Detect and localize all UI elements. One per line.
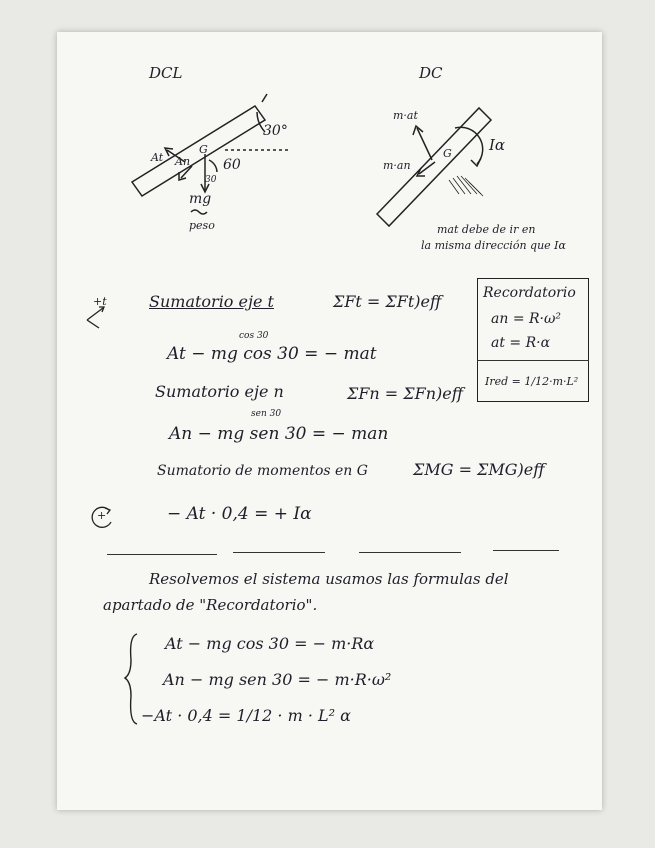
resolution-intro-2: apartado de "Recordatorio". <box>103 596 318 614</box>
sum-n-equation: ΣFn = ΣFn)eff <box>347 384 464 403</box>
sum-m-equation: ΣMG = ΣMG)eff <box>413 460 545 479</box>
system-eq-2: An − mg sen 30 = − m·R·ω² <box>163 670 392 689</box>
system-eq-3: −At · 0,4 = 1/12 · m · L² α <box>141 706 351 725</box>
divider-segment <box>233 552 325 553</box>
sum-t-equation: ΣFt = ΣFt)eff <box>333 292 442 311</box>
cos-note: cos 30 <box>239 331 269 341</box>
axes-icon <box>77 292 137 332</box>
dcl-an-label: An <box>175 155 191 168</box>
system-eq-1: At − mg cos 30 = − m·Rα <box>165 634 375 653</box>
recordatorio-title: Recordatorio <box>483 285 576 301</box>
dc-title: DC <box>419 64 443 82</box>
dcl-angle-top: 30° <box>263 123 288 139</box>
equation-2: An − mg sen 30 = − man <box>169 424 389 444</box>
system-brace <box>123 630 143 730</box>
resolution-intro-1: Resolvemos el sistema usamos las formulas del <box>149 570 509 588</box>
dc-mat-label: m·at <box>393 109 418 122</box>
recordatorio-an: an = R·ω² <box>491 311 562 327</box>
dcl-diagram <box>57 32 602 292</box>
dcl-at-label: At <box>151 151 164 164</box>
dcl-mg-label: mg <box>189 191 212 207</box>
recordatorio-divider <box>477 360 589 361</box>
recordatorio-ired: Ired = 1/12·m·L² <box>485 375 579 388</box>
dc-note-line2: la misma dirección que Iα <box>421 239 566 252</box>
notebook-page <box>57 32 602 810</box>
divider-segment <box>359 552 461 553</box>
dc-ia-label: Iα <box>489 136 506 154</box>
sum-t-title: Sumatorio eje t <box>149 292 274 311</box>
dcl-peso-label: peso <box>189 219 215 232</box>
sum-n-title: Sumatorio eje n <box>155 382 284 401</box>
sen-note: sen 30 <box>251 409 282 419</box>
dcl-g-label: G <box>199 143 208 156</box>
sum-m-title: Sumatorio de momentos en G <box>157 463 368 479</box>
dc-g-label: G <box>443 147 452 160</box>
axes-label: +t <box>93 295 107 308</box>
dcl-angle-side: 60 <box>223 157 241 173</box>
equation-3: − At · 0,4 = + Iα <box>167 504 312 524</box>
recordatorio-at: at = R·α <box>491 335 551 351</box>
rotation-label: + <box>97 509 107 522</box>
dc-man-label: m·an <box>383 159 411 172</box>
dcl-title: DCL <box>149 64 183 82</box>
dcl-angle-small: 30 <box>205 175 217 185</box>
divider-segment <box>107 554 217 555</box>
dc-note-line1: mat debe de ir en <box>437 223 536 236</box>
equation-1: At − mg cos 30 = − mat <box>167 344 377 364</box>
divider-segment <box>493 550 559 551</box>
